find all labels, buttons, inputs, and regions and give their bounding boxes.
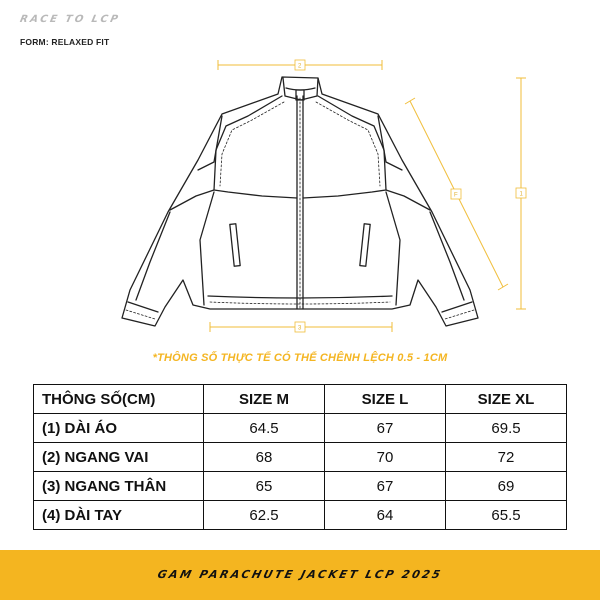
header-size-m: SIZE M xyxy=(204,385,325,414)
dim-label-f: F xyxy=(454,192,458,199)
dim-label-3: 3 xyxy=(298,325,302,332)
table-row xyxy=(34,472,567,501)
cell-value: 69 xyxy=(446,472,567,501)
form-label: FORM: RELAXED FIT xyxy=(20,37,110,47)
row-label: (4) DÀI TAY xyxy=(34,501,204,530)
table-row xyxy=(34,501,567,530)
yoke-seam-left xyxy=(214,96,297,198)
cell-value: 67 xyxy=(325,472,446,501)
cell-value: 67 xyxy=(325,414,446,443)
cuff-right xyxy=(442,302,472,312)
dim-label-2: 2 xyxy=(298,63,302,70)
pocket-right xyxy=(360,224,370,266)
header-spec: THÔNG SỐ(CM) xyxy=(34,385,204,414)
cell-value: 64.5 xyxy=(204,414,325,443)
table-header-row xyxy=(34,385,567,414)
table-row xyxy=(34,414,567,443)
cell-value: 62.5 xyxy=(204,501,325,530)
cell-value: 68 xyxy=(204,443,325,472)
cell-value: 69.5 xyxy=(446,414,567,443)
dim-label-1: 1 xyxy=(519,191,523,198)
size-chart-table xyxy=(33,384,567,530)
row-label: (3) NGANG THÂN xyxy=(34,472,204,501)
yoke-seam-right xyxy=(303,96,386,198)
cuff-left xyxy=(128,302,158,312)
footer-bar xyxy=(0,550,600,600)
pocket-left xyxy=(230,224,240,266)
cell-value: 65.5 xyxy=(446,501,567,530)
header-size-xl: SIZE XL xyxy=(446,385,567,414)
row-label: (1) DÀI ÁO xyxy=(34,414,204,443)
cell-value: 70 xyxy=(325,443,446,472)
row-label: (2) NGANG VAI xyxy=(34,443,204,472)
cell-value: 72 xyxy=(446,443,567,472)
cell-value: 64 xyxy=(325,501,446,530)
product-title: GAM PARACHUTE JACKET LCP 2025 xyxy=(156,568,444,581)
cell-value: 65 xyxy=(204,472,325,501)
table-row xyxy=(34,443,567,472)
brand-logo-text: RACE TO LCP xyxy=(18,14,122,25)
measurement-note: *THÔNG SỐ THỰC TẾ CÓ THỂ CHÊNH LỆCH 0.5 - 1CM xyxy=(152,352,448,364)
header-size-l: SIZE L xyxy=(325,385,446,414)
